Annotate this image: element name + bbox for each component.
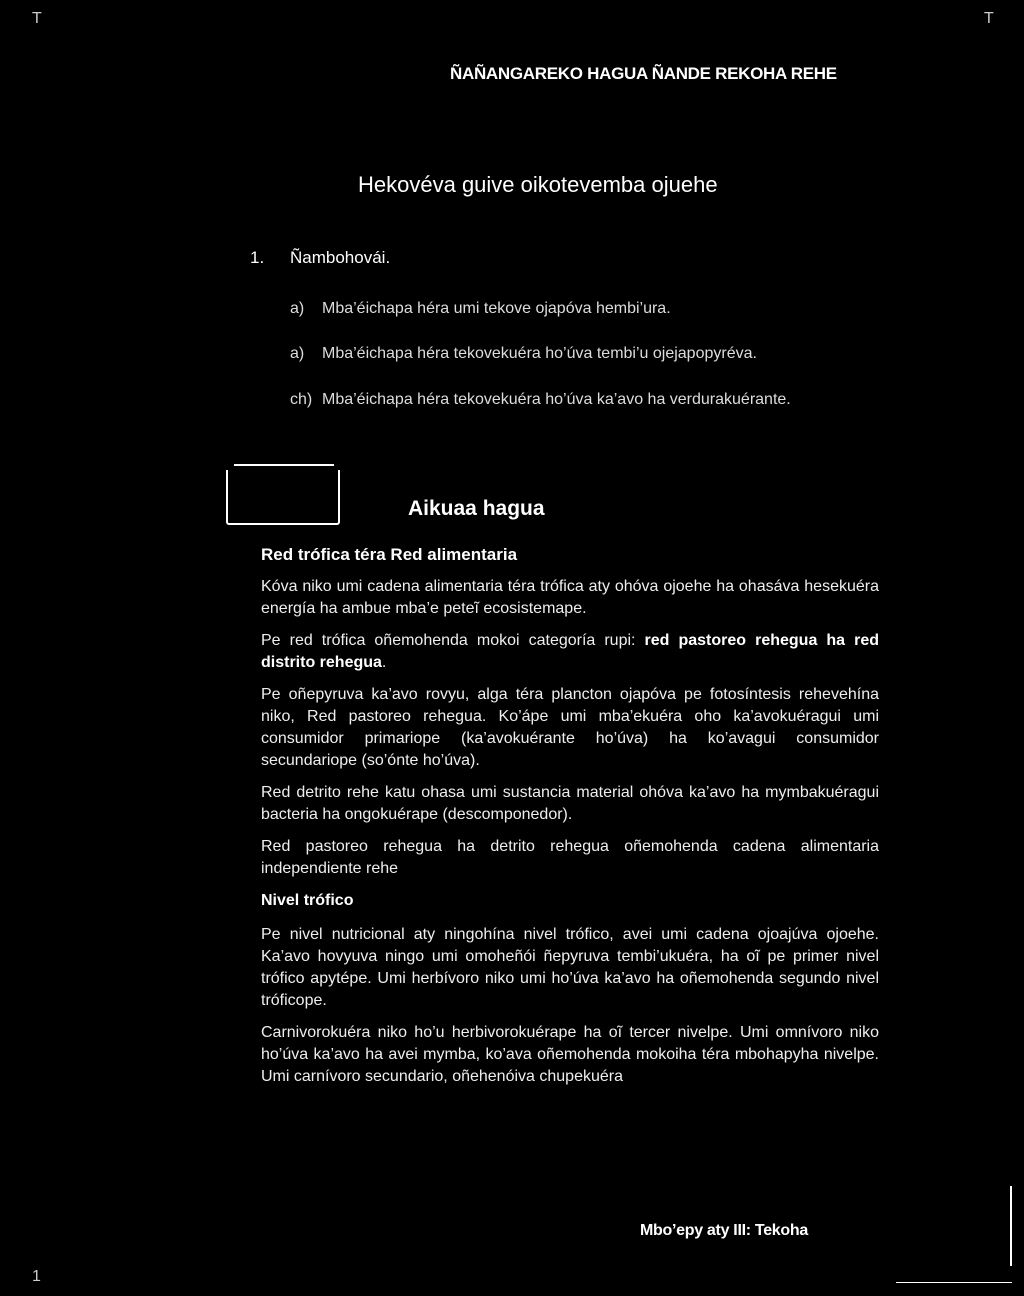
section-heading: Red trófica téra Red alimentaria	[261, 545, 518, 564]
question-item	[290, 391, 791, 409]
section-icon-box	[226, 470, 340, 525]
subheading: Nivel trófico	[261, 892, 354, 909]
paragraph-text: .	[381, 654, 387, 671]
question-item-text: Mba’éichapa héra umi tekove ojapóva hembi’ura.	[322, 300, 671, 317]
paragraph: Kóva niko umi cadena alimentaria téra trófica aty ohóva ojoehe ha ohasáva hesekuéra energía ha ambue mba’e peteĩ ecosistemape.	[261, 578, 879, 617]
page-title: Hekovéva guive oikotevemba ojuehe	[358, 172, 718, 197]
page-header: ÑAÑANGAREKO HAGUA ÑANDE REKOHA REHE	[450, 64, 837, 83]
paragraph: Red pastoreo rehegua ha detrito rehegua oñemohenda cadena alimentaria independiente rehe	[261, 838, 879, 877]
page-footer: Mbo’epy aty III: Tekoha	[640, 1222, 808, 1239]
footer-rule-vertical	[1010, 1186, 1012, 1266]
icon-box-top-line	[234, 464, 334, 466]
paragraph: Carnivorokuéra niko ho’u herbivorokuérape ha oĩ tercer nivelpe. Umi omnívoro niko ho’úva ka’avo ha avei mymba, ko’ava oñemohenda mokoiha téra mbohapyha nivelpe. Umi carnívoro secundario, oñehenóiva chupekuéra	[261, 1024, 879, 1085]
question-number: 1.	[250, 248, 265, 267]
question-item-label: a)	[290, 300, 305, 317]
paragraph: Pe nivel nutricional aty ningohína nivel trófico, avei umi cadena ojoajúva ojoehe. Ka’avo hovyuva ningo umi omoheñói ñepyruva tembi’ukuéra, ha oĩ pe primer nivel trófico apytépe. Umi herbívoro niko umi ho’úva ka’avo ha oñemohenda segundo nivel tróficope.	[261, 926, 879, 1009]
section-title: Aikuaa hagua	[408, 497, 545, 520]
paragraph: Red detrito rehe katu ohasa umi sustancia material ohóva ka’avo ha mymbakuéragui bacteria ha ongokuérape (descomponedor).	[261, 784, 879, 823]
question-item	[290, 300, 671, 318]
question-item-label: ch)	[290, 391, 313, 408]
section-content	[261, 544, 879, 1098]
footer-rule-horizontal	[896, 1282, 1012, 1283]
paragraph-bold-text: red pastoreo rehegua ha red distrito rehegua	[261, 632, 880, 671]
question-item-text: Mba’éichapa héra tekovekuéra ho’úva ka’avo ha verdurakuérante.	[322, 391, 791, 408]
question-text: Ñambohovái.	[290, 248, 391, 267]
question-item	[290, 345, 757, 363]
paragraph: Pe oñepyruva ka’avo rovyu, alga téra plancton ojapóva pe fotosíntesis rehevehína niko, Red pastoreo rehegua. Ko’ápe umi mba’ekuéra oho ka’avokuéragui umi consumidor primariope (ka’avokuérante ho’úva) ha ko’avagui consumidor secundariope (so’ónte ho’úva).	[261, 686, 879, 769]
corner-mark-bottom-left: 1	[32, 1268, 41, 1285]
paragraph	[261, 630, 879, 674]
question-item-label: a)	[290, 345, 305, 362]
question-item-text: Mba’éichapa héra tekovekuéra ho’úva tembi’u ojejapopyréva.	[322, 345, 757, 362]
corner-mark-top-left: T	[32, 10, 42, 27]
corner-mark-top-right: T	[984, 10, 994, 27]
paragraph-text: Pe red trófica oñemohenda mokoi categoría rupi:	[261, 632, 645, 649]
